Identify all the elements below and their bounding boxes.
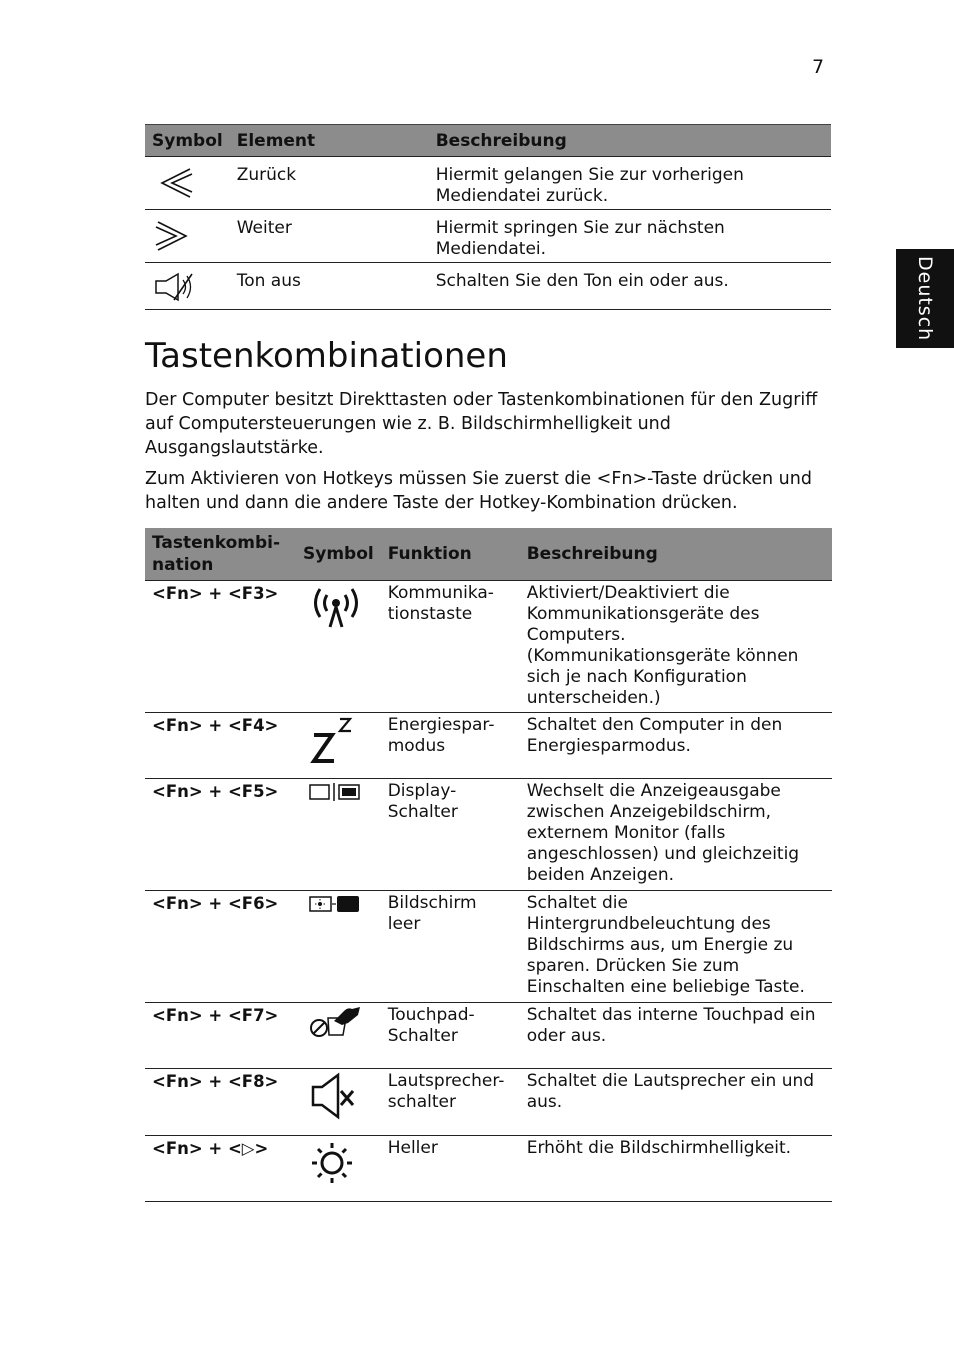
element-name: Zurück xyxy=(230,157,429,210)
hotkeys-table xyxy=(145,528,832,1202)
header-element: Element xyxy=(230,125,429,157)
element-description: Hiermit gelangen Sie zur vorherigen Mediendatei zurück. xyxy=(429,157,831,210)
forward-icon xyxy=(145,210,230,263)
intro-paragraph: Der Computer besitzt Direkttasten oder Tastenkombinationen für den Zugriff auf Computersteuerungen wie z. B. Bildschirmhelligkeit und Ausgangslautstärke. xyxy=(145,390,818,458)
table-row xyxy=(145,263,831,310)
section-heading: Tastenkombinationen xyxy=(145,336,508,376)
media-keys-table xyxy=(145,124,831,310)
header-function: Funktion xyxy=(381,528,520,580)
hotkey-function: Energiespar-modus xyxy=(381,712,520,778)
hotkey-combo: <Fn> + <▷> xyxy=(145,1135,296,1201)
hotkey-description: Aktiviert/Deaktiviert die Kommunikationsgeräte des Computers. (Kommunikationsgeräte können sich je nach Konfiguration unterscheiden.) xyxy=(520,580,832,712)
brightness-up-icon xyxy=(296,1135,381,1201)
hotkey-combo: <Fn> + <F6> xyxy=(145,890,296,1002)
hotkey-combo: <Fn> + <F4> xyxy=(145,712,296,778)
table-row xyxy=(145,157,831,210)
wireless-icon xyxy=(296,580,381,712)
hotkey-combo: <Fn> + <F8> xyxy=(145,1068,296,1135)
hotkey-description: Schaltet die Lautsprecher ein und aus. xyxy=(520,1068,832,1135)
header-combination: Tastenkombi- nation xyxy=(145,528,296,580)
hotkey-function: Kommunika-tionstaste xyxy=(381,580,520,712)
hotkey-function: Display-Schalter xyxy=(381,778,520,890)
hotkey-description: Schaltet das interne Touchpad ein oder aus. xyxy=(520,1002,832,1068)
touchpad-toggle-icon xyxy=(296,1002,381,1068)
speaker-toggle-icon xyxy=(296,1068,381,1135)
hotkey-paragraph: Zum Aktivieren von Hotkeys müssen Sie zuerst die <Fn>-Taste drücken und halten und dann die andere Taste der Hotkey-Kombination drücken. xyxy=(145,469,812,513)
table-row xyxy=(145,1135,832,1201)
element-name: Ton aus xyxy=(230,263,429,310)
screen-blank-icon xyxy=(296,890,381,1002)
hotkey-combo: <Fn> + <F5> xyxy=(145,778,296,890)
element-name: Weiter xyxy=(230,210,429,263)
table-row xyxy=(145,1068,832,1135)
hotkey-description: Schaltet die Hintergrundbeleuchtung des Bildschirms aus, um Energie zu sparen. Drücken Sie zum Einschalten eine beliebige Taste. xyxy=(520,890,832,1002)
table-row xyxy=(145,890,832,1002)
header-description: Beschreibung xyxy=(429,125,831,157)
element-description: Schalten Sie den Ton ein oder aus. xyxy=(429,263,831,310)
hotkey-combo: <Fn> + <F7> xyxy=(145,1002,296,1068)
rewind-icon xyxy=(145,157,230,210)
table-row xyxy=(145,778,832,890)
language-tab xyxy=(896,249,954,348)
hotkey-description: Erhöht die Bildschirmhelligkeit. xyxy=(520,1135,832,1201)
table-header-row xyxy=(145,528,832,580)
header-symbol: Symbol xyxy=(145,125,230,157)
table-row xyxy=(145,210,831,263)
hotkey-combo: <Fn> + <F3> xyxy=(145,580,296,712)
language-tab-label: Deutsch xyxy=(914,255,936,342)
page-number: 7 xyxy=(812,56,825,78)
table-header-row xyxy=(145,125,831,157)
hotkey-function: Touchpad-Schalter xyxy=(381,1002,520,1068)
table-row xyxy=(145,712,832,778)
hotkey-function: Lautsprecher-schalter xyxy=(381,1068,520,1135)
mute-icon xyxy=(145,263,230,310)
hotkey-function: Heller xyxy=(381,1135,520,1201)
sleep-icon xyxy=(296,712,381,778)
hotkey-function: Bildschirm leer xyxy=(381,890,520,1002)
element-description: Hiermit springen Sie zur nächsten Mediendatei. xyxy=(429,210,831,263)
hotkey-description: Schaltet den Computer in den Energiesparmodus. xyxy=(520,712,832,778)
table-row xyxy=(145,580,832,712)
display-switch-icon xyxy=(296,778,381,890)
table-row xyxy=(145,1002,832,1068)
hotkey-description: Wechselt die Anzeigeausgabe zwischen Anzeigebildschirm, externem Monitor (falls angeschlossen) und gleichzeitig beiden Anzeigen. xyxy=(520,778,832,890)
header-symbol: Symbol xyxy=(296,528,381,580)
header-description: Beschreibung xyxy=(520,528,832,580)
